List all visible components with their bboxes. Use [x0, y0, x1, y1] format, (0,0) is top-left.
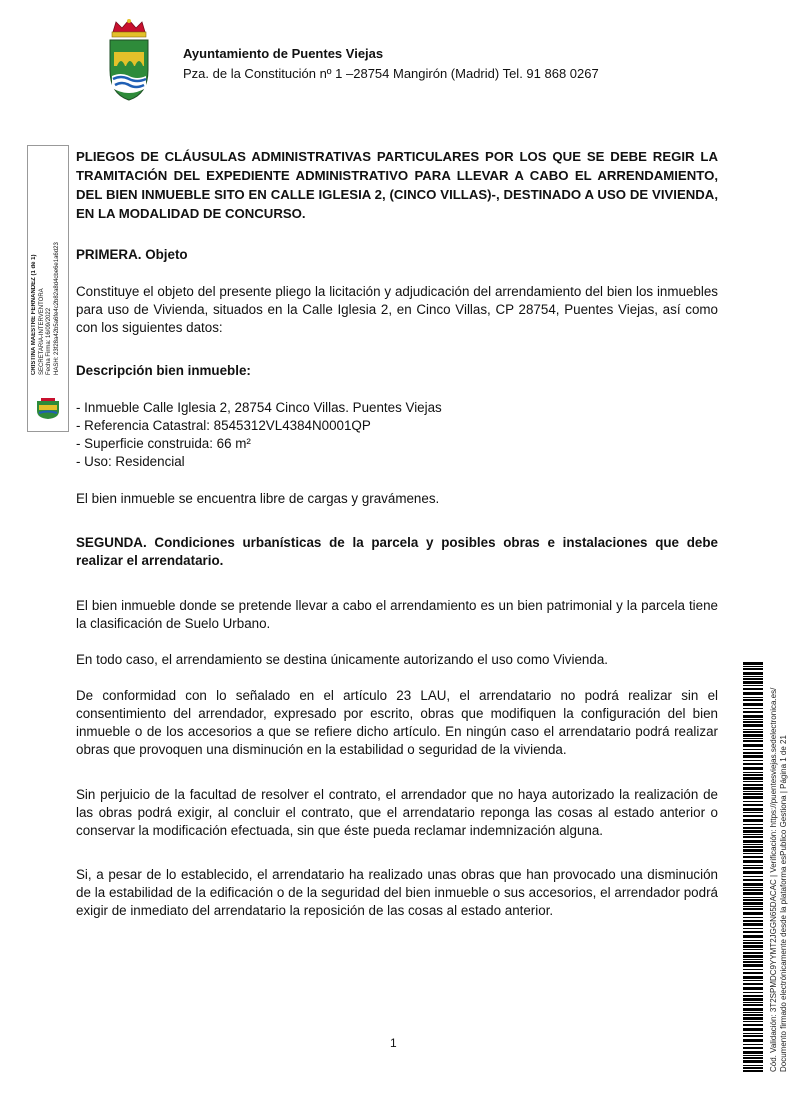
barcode-bar [743, 760, 763, 761]
barcode-bar [743, 860, 763, 863]
list-item: - Referencia Catastral: 8545312VL4384N0001QP [76, 418, 371, 433]
barcode-bar [743, 781, 763, 782]
barcode-bar [743, 738, 763, 739]
barcode-bar [743, 740, 763, 742]
barcode-bar [743, 772, 763, 773]
barcode-bar [743, 731, 763, 733]
list-item: - Superficie construida: 66 m² [76, 436, 251, 451]
barcode-bar [743, 734, 763, 737]
barcode-bar [743, 824, 763, 825]
barcode-bar [743, 744, 763, 747]
barcode-bar [743, 983, 763, 985]
barcode-bar [743, 952, 763, 954]
barcode-bar [743, 1012, 763, 1013]
barcode-bar [743, 1008, 763, 1011]
barcode-bar [743, 801, 763, 802]
barcode-bar [743, 662, 763, 665]
barcode-bar [743, 928, 763, 929]
barcode-bar [743, 697, 763, 698]
barcode-bar [743, 949, 763, 950]
section1-paragraph: Constituye el objeto del presente pliego la licitación y adjudicación del arrendamiento del bien los inmuebles para uso de Vivienda, situados en la Calle Iglesia 2, en Cinco Villas, CP 28754, Puentes Viejas, así como con los siguientes datos: [76, 284, 718, 335]
barcode-bar [743, 945, 763, 948]
list-item: - Uso: Residencial [76, 454, 185, 469]
barcode-bar [743, 935, 763, 938]
barcode-bar [743, 787, 763, 790]
barcode-bar [743, 749, 763, 750]
barcode-bar [743, 867, 763, 869]
barcode-bar [743, 887, 763, 888]
barcode-bar [743, 995, 763, 997]
barcode-bar [743, 1014, 763, 1016]
barcode-bar [743, 676, 763, 677]
section2-paragraph-2: En todo caso, el arrendamiento se destina únicamente autorizando el uso como Vivienda. [76, 652, 608, 667]
barcode-bar [743, 987, 763, 990]
barcode-bar [743, 685, 763, 686]
barcode-bar [743, 666, 763, 667]
barcode-bar [743, 752, 763, 754]
barcode-bar [743, 992, 763, 993]
organization-address: Pza. de la Constitución nº 1 –28754 Mangirón (Madrid) Tel. 91 868 0267 [183, 66, 599, 81]
barcode-bar [743, 1033, 763, 1034]
barcode-bar [743, 703, 763, 706]
description-heading: Descripción bien inmueble: [76, 363, 251, 378]
section2-paragraph-5: Si, a pesar de lo establecido, el arrendatario ha realizado unas obras que han provocado una disminución de la estabilidad de la edificación o de la seguridad del bien inmueble o sus accesorios, el arrendador podrá exigir de inmediato del arrendatario la reposición de las cosas al estado anterior. [76, 867, 718, 918]
validation-signed-line: Documento firmado electrónicamente desde la plataforma esPublico Gestiona | Página 1 de 21 [779, 735, 788, 1072]
barcode-bar [743, 793, 763, 795]
barcode-bar [743, 1044, 763, 1045]
barcode-bar [743, 906, 763, 907]
barcode-bar [743, 902, 763, 905]
barcode-bar [743, 711, 763, 713]
barcode-bar [743, 1057, 763, 1059]
page-number: 1 [390, 1036, 397, 1050]
barcode-bar [743, 1051, 763, 1054]
signature-role: SECRETARIA-INTERVENTORA [38, 288, 45, 375]
barcode-bar [743, 784, 763, 786]
barcode-bar [743, 931, 763, 933]
validation-code-line: Cód. Validación: 3T2SPMDC9YYMT2JGGN65DACAC | Verificación: https://puentesviejas.sedelectronica.es/ [769, 687, 778, 1072]
barcode-bar [743, 1039, 763, 1042]
barcode-bar [743, 719, 763, 720]
barcode-bar [743, 899, 763, 901]
validation-barcode [743, 662, 763, 1072]
barcode-bar [743, 1060, 763, 1063]
section-heading-primera: PRIMERA. Objeto [76, 247, 188, 262]
signature-hash: HASH: 23f28a42b5a6fe4c2b82a8d4cbe6e1a6d23 [53, 242, 60, 375]
barcode-bar [743, 876, 763, 877]
barcode-bar [743, 912, 763, 915]
barcode-bar [743, 940, 763, 941]
barcode-bar [743, 815, 763, 817]
signature-date: Fecha Firma: 16/09/2022 [46, 307, 52, 375]
section-heading-segunda: SEGUNDA. Condiciones urbanísticas de la parcela y posibles obras e instalaciones que debe realizar el arrendatario. [76, 535, 718, 568]
barcode-bar [743, 729, 763, 730]
signature-signer: CRISTINA MAESTRE FERNÁNDEZ (1 de 1) [31, 254, 37, 375]
barcode-bar [743, 1004, 763, 1006]
barcode-bar [743, 844, 763, 845]
barcode-bar [743, 1065, 763, 1066]
barcode-bar [743, 827, 763, 829]
barcode-bar [743, 1021, 763, 1022]
signature-stamp [31, 150, 61, 375]
barcode-bar [743, 808, 763, 811]
barcode-bar [743, 1055, 763, 1056]
barcode-bar [743, 942, 763, 944]
barcode-bar [743, 879, 763, 881]
barcode-bar [743, 688, 763, 690]
barcode-bar [743, 892, 763, 895]
barcode-bar [743, 819, 763, 822]
section2-paragraph-1: El bien inmueble donde se pretende llevar a cabo el arrendamiento es un bien patrimonial y la parcela tiene la clasificación de Suelo Urbano. [76, 598, 718, 631]
barcode-bar [743, 980, 763, 981]
document-title: PLIEGOS DE CLÁUSULAS ADMINISTRATIVAS PARTICULARES POR LOS QUE SE DEBE REGIR LA TRAMITACIÓN DEL EXPEDIENTE ADMINISTRATIVO PARA LLEVAR A CABO EL ARRENDAMIENTO, DEL BIEN INMUEBLE SITO EN CALLE IGLESIA 2, (CINCO VILLAS)-, DESTINADO A USO DE VIVIENDA, EN LA MODALIDAD DE CONCURSO. [76, 149, 718, 221]
barcode-bar [743, 908, 763, 910]
barcode-bar [743, 964, 763, 967]
barcode-bar [743, 840, 763, 843]
barcode-bar [743, 1070, 763, 1072]
barcode-bar [743, 755, 763, 758]
barcode-bar [743, 692, 763, 695]
barcode-bar [743, 721, 763, 723]
barcode-bar [743, 897, 763, 898]
barcode-bar [743, 865, 763, 866]
barcode-bar [743, 678, 763, 680]
barcode-bar [743, 849, 763, 852]
list-item: - Inmueble Calle Iglesia 2, 28754 Cinco Villas. Puentes Viejas [76, 400, 442, 415]
barcode-bar [743, 1017, 763, 1020]
barcode-bar [743, 1024, 763, 1026]
barcode-bar [743, 1067, 763, 1069]
section1-paragraph-cargas: El bien inmueble se encuentra libre de cargas y gravámenes. [76, 491, 440, 506]
section2-paragraph-3: De conformidad con lo señalado en el artículo 23 LAU, el arrendatario no podrá realizar sin el consentimiento del arrendador, expresado por escrito, obras que modifiquen la configuración del bien inmueble o de los accesorios a que se refiere dicho artículo. En ningún caso el arrendatario podrá realizar obras que provoquen una disminución en la estabilidad o seguridad de la vivienda. [76, 688, 718, 757]
barcode-bar [743, 1035, 763, 1037]
barcode-bar [743, 715, 763, 718]
barcode-bar [743, 889, 763, 891]
barcode-bar [743, 959, 763, 960]
barcode-bar [743, 812, 763, 813]
barcode-bar [743, 998, 763, 1001]
barcode-bar [743, 724, 763, 727]
barcode-bar [743, 830, 763, 833]
barcode-bar [743, 699, 763, 701]
barcode-bar [743, 668, 763, 670]
barcode-bar [743, 972, 763, 974]
municipal-crest-logo [106, 18, 152, 102]
barcode-bar [743, 846, 763, 848]
barcode-bar [743, 791, 763, 792]
barcode-bar [743, 1047, 763, 1049]
description-list [76, 399, 718, 471]
barcode-bar [743, 836, 763, 838]
validation-code [769, 662, 793, 1072]
barcode-bar [743, 681, 763, 684]
barcode-bar [743, 804, 763, 806]
barcode-bar [743, 917, 763, 918]
barcode-bar [743, 856, 763, 858]
barcode-bar [743, 969, 763, 970]
barcode-bar [743, 1002, 763, 1003]
section2-paragraph-4: Sin perjuicio de la facultad de resolver el contrato, el arrendador que no haya autorizado la realización de las obras podrá exigir, al concluir el contrato, que el arrendatario reponga las cosas al estado anterior o conservar la modificación efectuada, sin que éste pueda reclamar indemnización alguna. [76, 787, 718, 838]
barcode-bar [743, 796, 763, 799]
barcode-bar [743, 708, 763, 709]
barcode-bar [743, 777, 763, 780]
barcode-bar [743, 763, 763, 765]
barcode-bar [743, 920, 763, 922]
barcode-bar [743, 883, 763, 886]
barcode-bar [743, 923, 763, 926]
stamp-crest-icon [35, 398, 61, 420]
barcode-bar [743, 1028, 763, 1031]
barcode-bar [743, 961, 763, 963]
barcode-bar [743, 871, 763, 874]
organization-name: Ayuntamiento de Puentes Viejas [183, 46, 384, 61]
barcode-bar [743, 976, 763, 979]
barcode-bar [743, 955, 763, 958]
barcode-bar [743, 853, 763, 854]
barcode-bar [743, 767, 763, 770]
barcode-bar [743, 672, 763, 675]
barcode-bar [743, 774, 763, 776]
barcode-bar [743, 834, 763, 835]
